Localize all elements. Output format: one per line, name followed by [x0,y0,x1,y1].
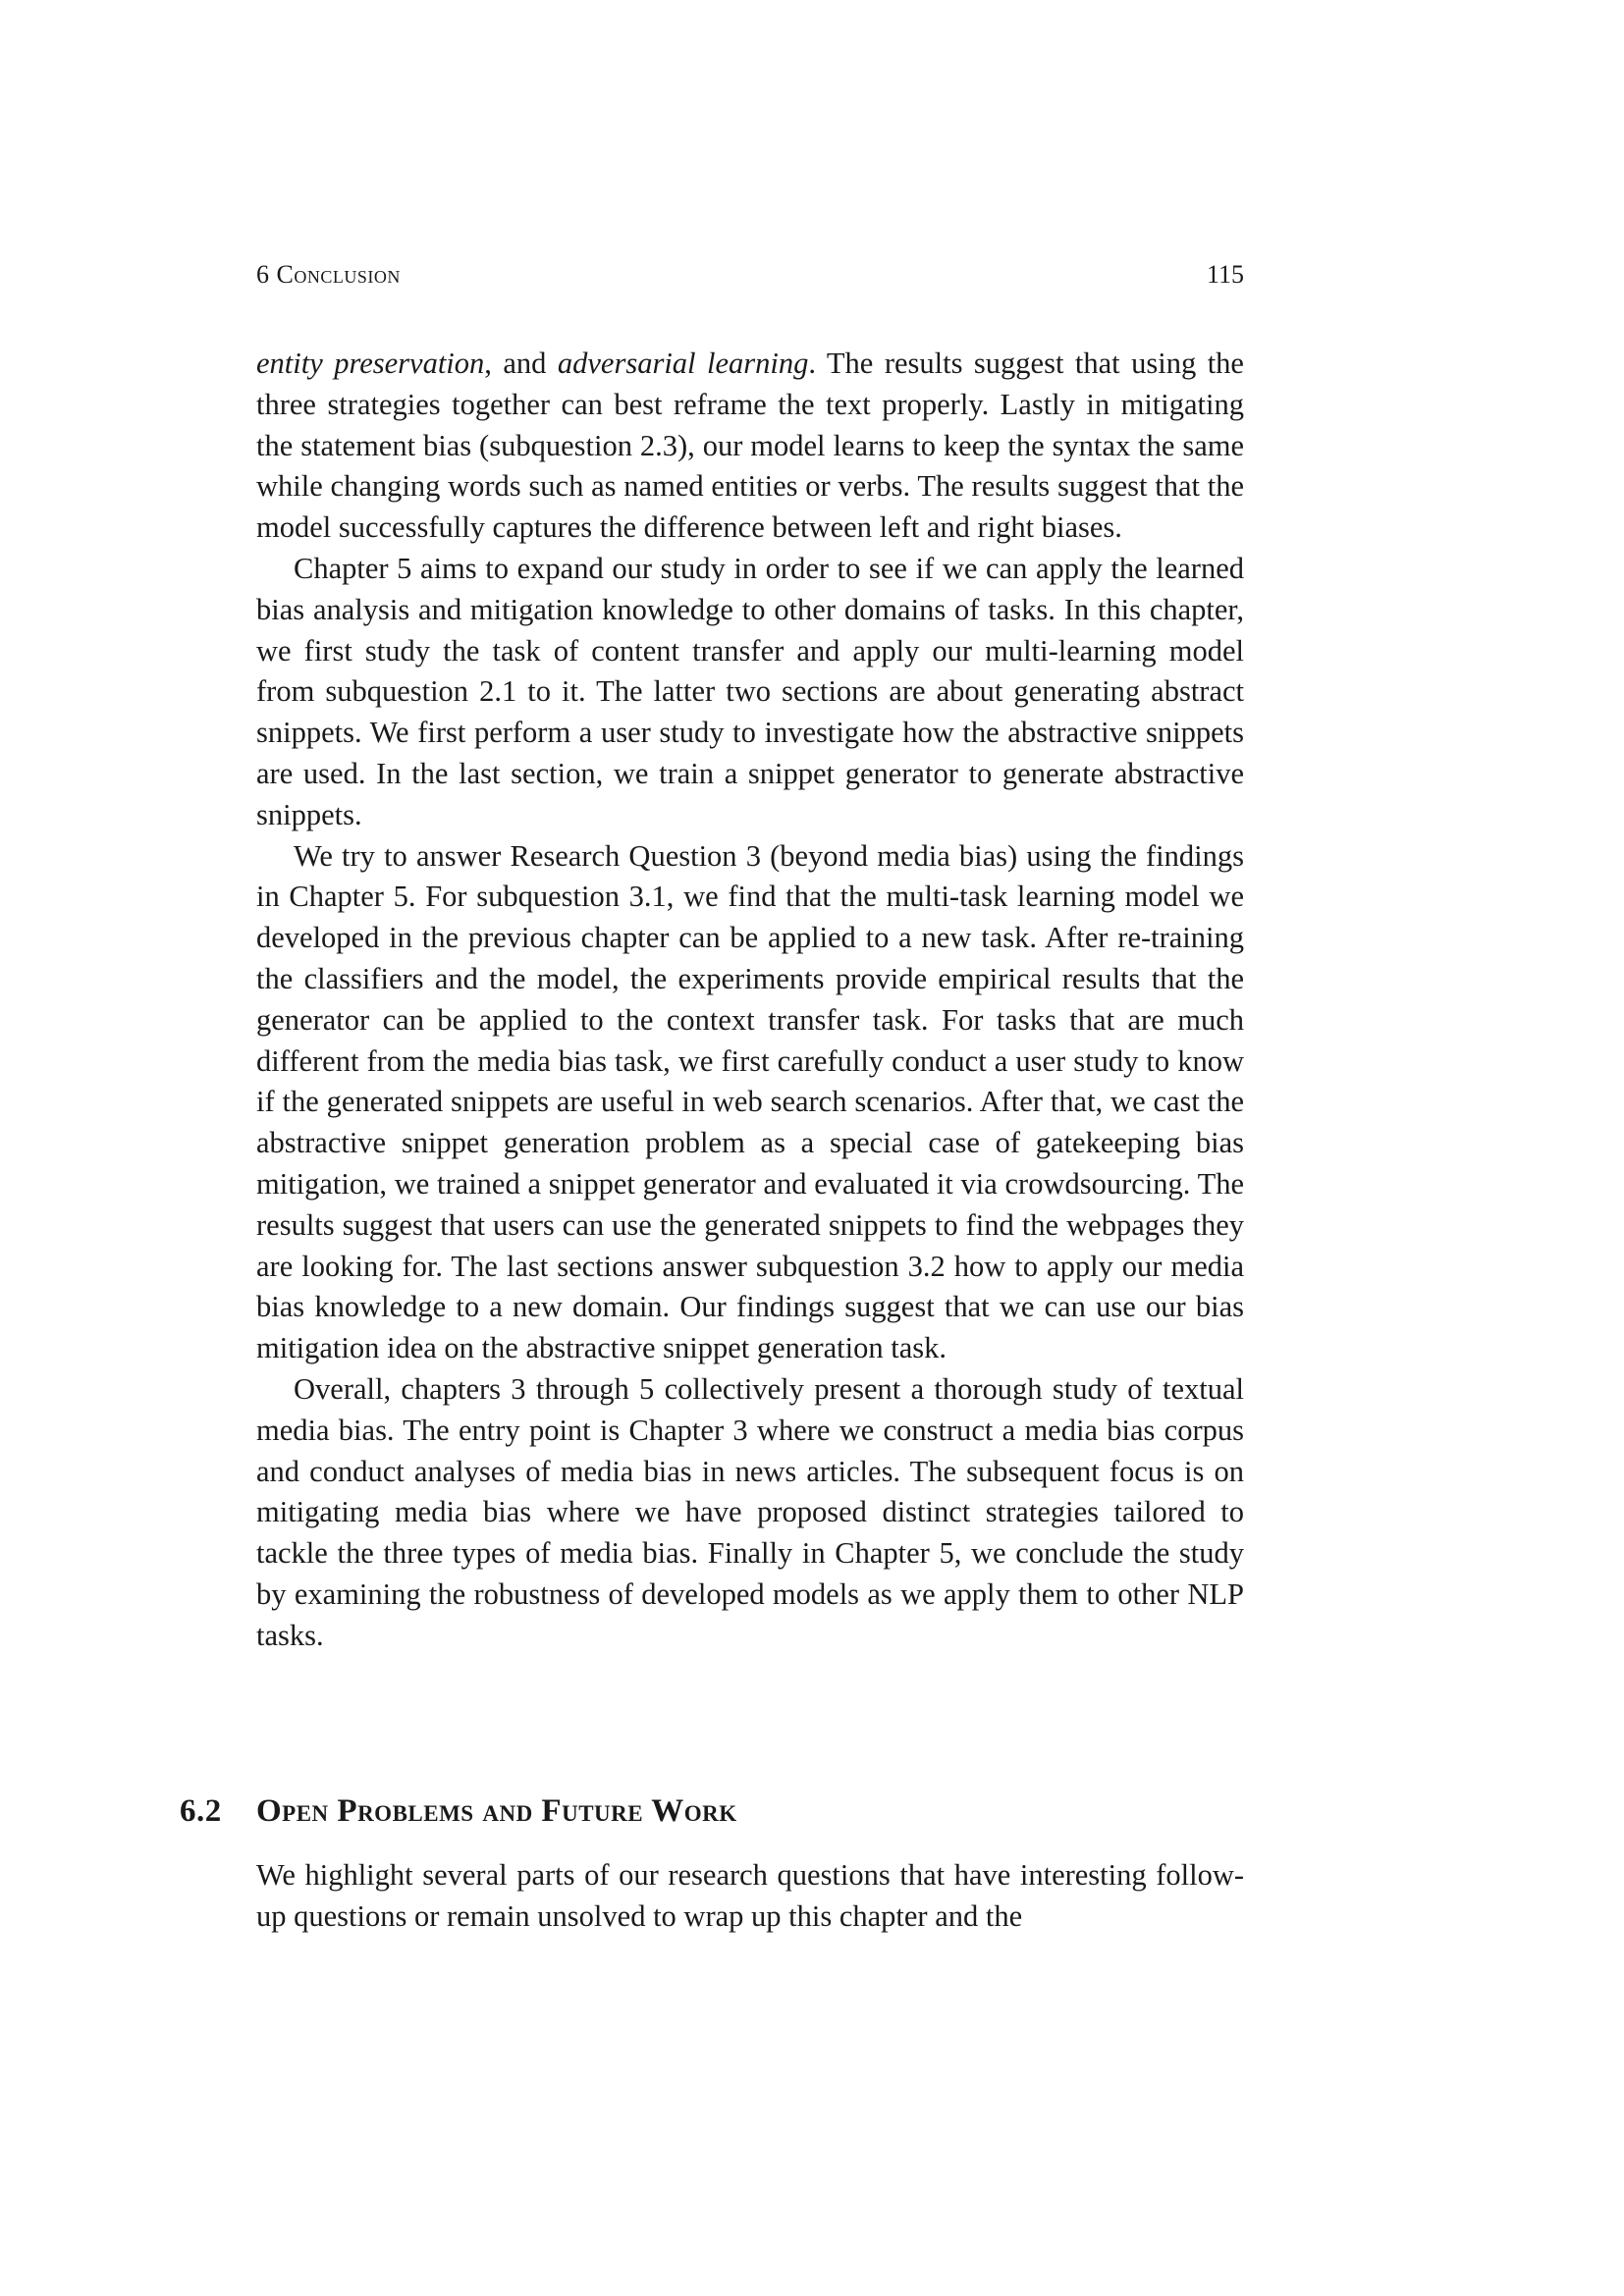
running-head-chapter: 6 Conclusion [256,260,401,289]
section-number: 6.2 [180,1793,222,1829]
paragraph-1-rest: . The results suggest that using the three strategies together can best reframe the text properly. Lastly in mitigating the statement bias (subquestion 2.3), our model learns to keep the syntax the same while changing words such as named entities or verbs. The results suggest that the model successfully captures the difference between left and right biases. [256,347,1244,545]
paragraph-2: Chapter 5 aims to expand our study in order to see if we can apply the learned bias analysis and mitigation knowledge to other domains of tasks. In this chapter, we first study the task of content transfer and apply our multi-learning model from subquestion 2.1 to it. The latter two sections are about generating abstract snippets. We first perform a user study to investigate how the abstractive snippets are used. In the last section, we train a snippet generator to generate abstractive snippets. [256,551,1244,831]
paragraph-4: Overall, chapters 3 through 5 collectively present a thorough study of textual media bias. The entry point is Chapter 3 where we construct a media bias corpus and conduct analyses of media bias in news articles. The subsequent focus is on mitigating media bias where we have proposed distinct strategies tailored to tackle the three types of media bias. Finally in Chapter 5, we conclude the study by examining the robustness of developed models as we apply them to other NLP tasks. [256,1371,1244,1652]
paragraph-1-connector: , and [484,347,558,380]
page-number: 115 [1206,260,1244,289]
paragraph-1-emphasis-2: adversarial learning [557,347,809,380]
running-head [256,257,1244,293]
paragraph-3: We try to answer Research Question 3 (beyond media bias) using the findings in Chapter 5. For subquestion 3.1, we find that the multi-task learning model we developed in the previous chapter can be applied to a new task. After re-training the classifiers and the model, the experiments provide empirical results that the generator can be applied to the context transfer task. For tasks that are much different from the media bias task, we first carefully conduct a user study to know if the generated snippets are useful in web search scenarios. After that, we cast the abstractive snippet generation problem as a special case of gatekeeping bias mitigation, we trained a snippet generator and evaluated it via crowdsourcing. The results suggest that users can use the generated snippets to find the webpages they are looking for. The last sections answer subquestion 3.2 how to apply our media bias knowledge to a new domain. Our findings suggest that we can use our bias mitigation idea on the abstractive snippet generation task. [256,838,1244,1365]
section-paragraph: We highlight several parts of our research questions that have interesting follow-up questions or remain unsolved to wrap up this chapter and the [256,1858,1244,1933]
body-text [256,344,1244,1657]
paragraph-1-emphasis-1: entity preservation [256,347,485,380]
section-heading [180,1789,1260,1833]
paragraph-1 [256,344,1244,549]
section-title: Open Problems and Future Work [256,1793,737,1829]
section-body [256,1855,1244,1938]
